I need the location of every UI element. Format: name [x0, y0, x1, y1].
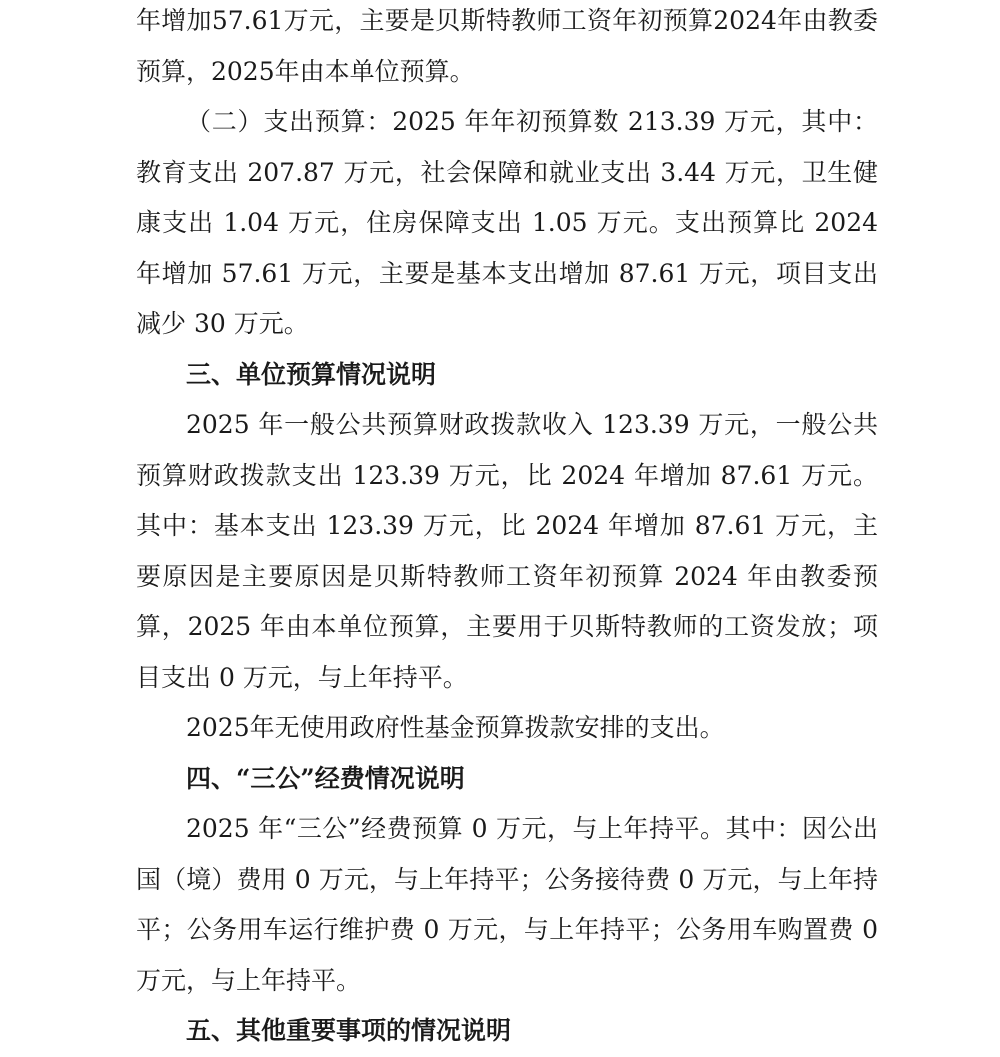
- paragraph-general-budget: 2025 年一般公共预算财政拨款收入 123.39 万元，一般公共预算财政拨款支出 123.39 万元，比 2024 年增加 87.61 万元。其中：基本支出 123.39 万元，比 2024 年增加 87.61 万元，主要原因是主要原因是贝斯特教师工资年初预算 2024 年由教委预算，2025 年由本单位预算，主要用于贝斯特教师的工资发放；项目支出 0 万元，与上年持平。: [136, 410, 878, 692]
- paragraph-government-fund: 2025年无使用政府性基金预算拨款安排的支出。: [186, 713, 725, 742]
- section-heading-three-public: 四、“三公”经费情况说明: [186, 763, 465, 793]
- document-page: [136, 0, 878, 1057]
- paragraph-body: 2025 年年初预算数 213.39 万元，其中：教育支出 207.87 万元，社会保障和就业支出 3.44 万元，卫生健康支出 1.04 万元，住房保障支出 1.05 万元。支出预算比 2024 年增加 57.61 万元，主要是基本支出增加 87.61 万元，项目支出减少 30 万元。: [136, 107, 878, 338]
- section-heading-unit-budget: 三、单位预算情况说明: [186, 359, 437, 389]
- section-heading-other-matters: 五、其他重要事项的情况说明: [186, 1016, 512, 1045]
- paragraph-expenditure-budget: [136, 97, 878, 350]
- paragraph-lead-label: （二）支出预算：: [186, 107, 393, 136]
- paragraph-revenue-continuation: 年增加57.61万元，主要是贝斯特教师工资年初预算2024年由教委预算，2025年由本单位预算。: [136, 6, 878, 86]
- paragraph-three-public-expenses: 2025 年“三公”经费预算 0 万元，与上年持平。其中：因公出国（境）费用 0 万元，与上年持平；公务接待费 0 万元，与上年持平；公务用车运行维护费 0 万元，与上年持平；公务用车购置费 0 万元，与上年持平。: [136, 814, 878, 995]
